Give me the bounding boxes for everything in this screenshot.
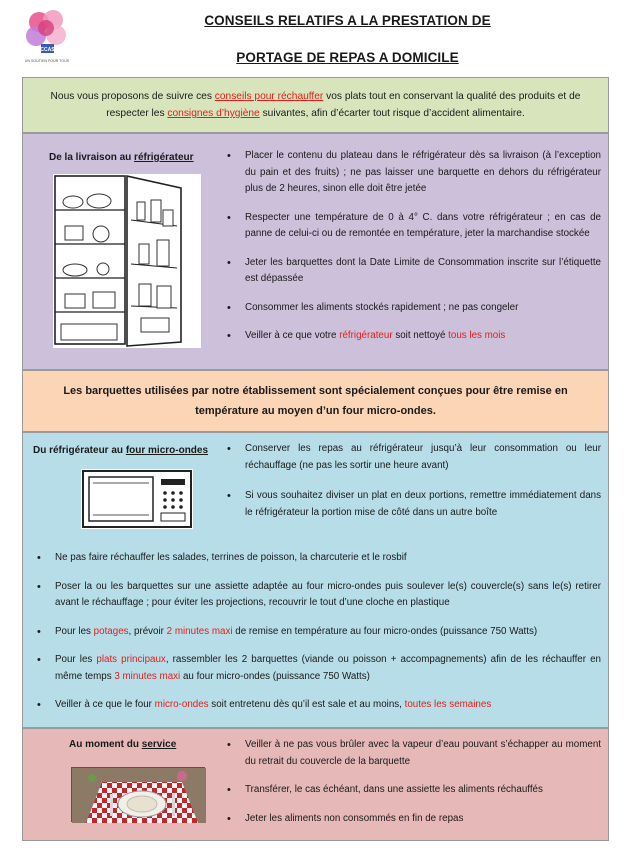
list-item: • Veiller à ce que le four micro-ondes soit entretenu dès qu’il est sale et au moins, toutes les semaines	[33, 697, 601, 714]
list-item: • Ne pas faire réchauffer les salades, terrines de poisson, la charcuterie et le rosbif	[33, 550, 601, 567]
list-item: • Conserver les repas au réfrigérateur jusqu’à leur consommation ou leur réchauffage (ne pas les sortir une heure avant)	[223, 441, 601, 474]
list-item: • Pour les plats principaux, rassembler les 2 barquettes (viande ou poisson + accompagnements) afin de les réchauffer en même temps 3 minutes maxi au four micro-ondes (puissance 750 Watts)	[33, 652, 601, 685]
list-item: • Veiller à ne pas vous brûler avec la vapeur d’eau pouvant s’échapper au moment du retrait du couvercle de la barquette	[223, 737, 601, 770]
service-section	[22, 728, 609, 841]
intro-text-2: vos plats tout en conservant la qualité des produits et de respecter les	[106, 91, 581, 119]
fridge-section-title: De la livraison au réfrigérateur	[49, 152, 194, 163]
refrigerator-illustration	[53, 174, 201, 348]
microwave-section	[22, 432, 609, 728]
microwave-section-title: Du réfrigérateur au four micro-ondes	[33, 445, 209, 456]
microwave-top-bullet-list	[223, 441, 601, 521]
intro-text-3: suivantes, afin d’écarter tout risque d’accident alimentaire.	[259, 108, 525, 119]
svg-text:UN SOUTIEN POUR TOUS: UN SOUTIEN POUR TOUS	[24, 59, 70, 63]
fridge-bullet-list	[223, 148, 601, 345]
list-item: • Veiller à ce que votre réfrigérateur soit nettoyé tous les mois	[223, 328, 601, 345]
microwave-illustration	[81, 469, 193, 529]
list-item: • Jeter les aliments non consommés en fin de repas	[223, 811, 601, 828]
list-item: • Transférer, le cas échéant, dans une assiette les aliments réchauffés	[223, 782, 601, 799]
list-item: • Placer le contenu du plateau dans le réfrigérateur dès sa livraison (à l’exception du pain et des fruits) ; ne pas laisser une barquette en dehors du réfrigérateur plus de 2 heures, sinon elle doit être jetée	[223, 148, 601, 198]
ccas-logo	[22, 4, 72, 70]
microwave-notice-box	[22, 370, 609, 432]
microwave-notice-text: Les barquettes utilisées par notre établissement sont spécialement conçues pour être remise en température au moyen d’un four micro-ondes.	[63, 385, 568, 417]
intro-text-1: Nous vous proposons de suivre ces	[50, 91, 215, 102]
svg-text:CCAS: CCAS	[40, 47, 55, 53]
list-item: • Poser la ou les barquettes sur une assiette adaptée au four micro-ondes puis soulever le(s) couvercle(s) sans le(s) retirer avant le réchauffage ; pour éviter les projections, recouvrir le tout d’une cloche en plastique	[33, 579, 601, 612]
list-item: • Respecter une température de 0 à 4° C. dans votre réfrigérateur ; en cas de panne de celui-ci ou de remontée en température, jeter la marchandise stockée	[223, 210, 601, 243]
table-setting-photo	[71, 767, 205, 822]
microwave-bottom-bullet-list	[33, 550, 601, 714]
service-section-title: Au moment du service	[69, 739, 177, 750]
service-bullet-list	[223, 737, 601, 827]
intro-highlight-reheat: conseils pour réchauffer	[214, 91, 324, 102]
list-item: • Pour les potages, prévoir 2 minutes maxi de remise en température au four micro-ondes (puissance 750 Watts)	[33, 624, 601, 641]
document-title-line1: CONSEILS RELATIFS A LA PRESTATION DE	[204, 13, 491, 28]
intro-box	[22, 77, 609, 133]
list-item: • Jeter les barquettes dont la Date Limite de Consommation inscrite sur l’étiquette est dépassée	[223, 255, 601, 288]
document-title-line2: PORTAGE DE REPAS A DOMICILE	[236, 50, 459, 65]
list-item: • Si vous souhaitez diviser un plat en deux portions, remettre immédiatement dans le réfrigérateur la portion mise de côté dans un autre boîte	[223, 488, 601, 521]
fridge-section	[22, 133, 609, 370]
intro-highlight-hygiene: consignes d’hygiène	[167, 108, 260, 119]
list-item: • Consommer les aliments stockés rapidement ; ne pas congeler	[223, 300, 601, 317]
